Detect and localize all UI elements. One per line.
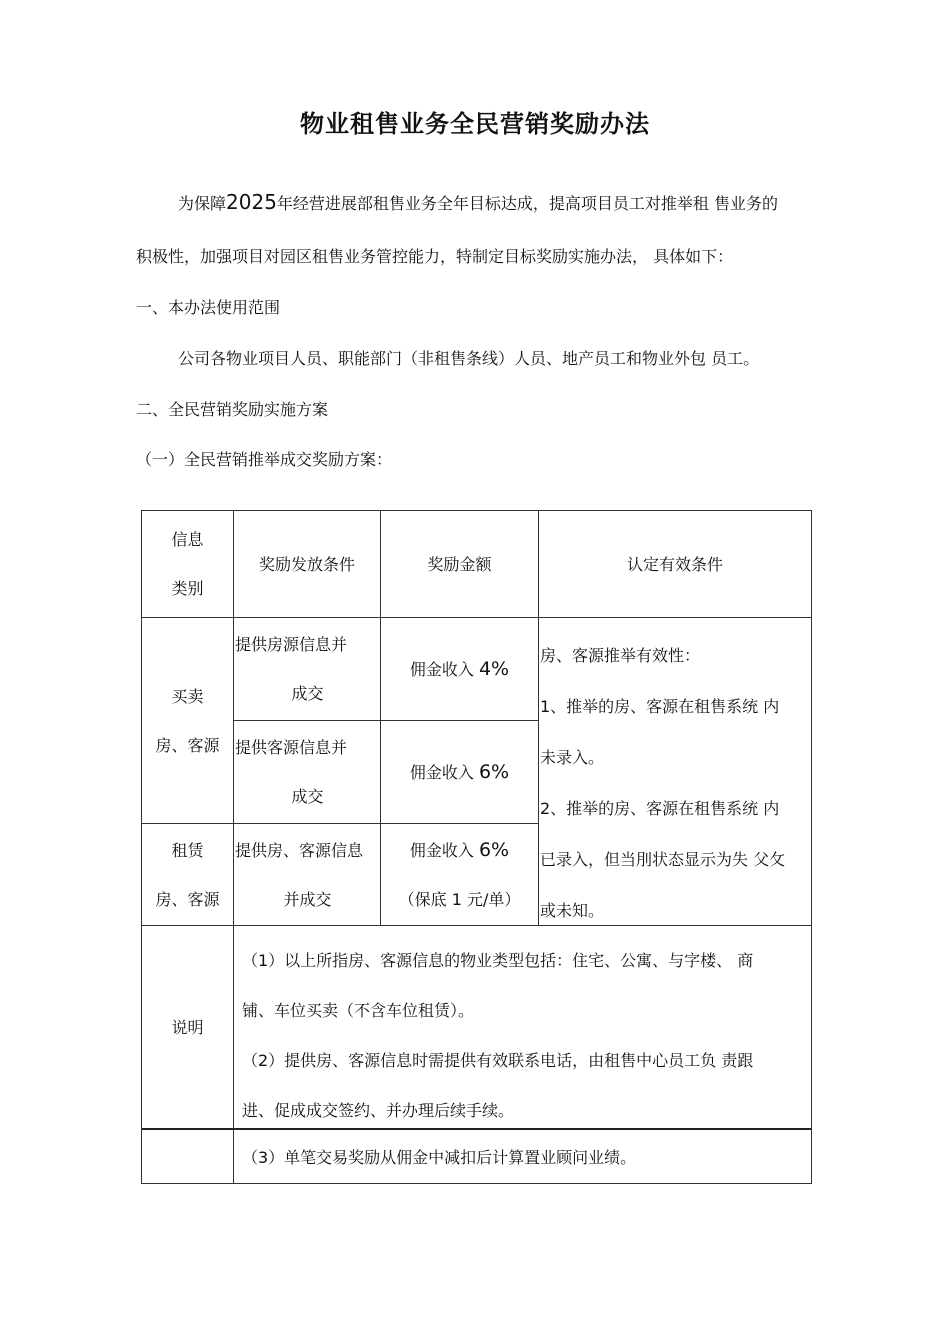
subsection-heading-1: （一）全民营销推举成交奖励方案： bbox=[136, 450, 393, 469]
valid-line: 未录入。 bbox=[540, 748, 605, 767]
amount-rent-pct: 6% bbox=[478, 839, 510, 861]
note-label-cell bbox=[142, 926, 234, 1130]
amount-buy-house bbox=[381, 618, 539, 721]
condition-buy-house-line-2: 成交 bbox=[291, 684, 324, 703]
condition-rent-line-2: 并成交 bbox=[283, 890, 332, 909]
valid-line: 1、推举的房、客源在租售系统 内 bbox=[540, 697, 780, 716]
amount-rent-minimum: （保底 1 元/单） bbox=[398, 890, 521, 909]
amount-buy-client-text: 佣金收入 bbox=[409, 762, 474, 782]
reward-table bbox=[141, 510, 812, 1184]
amount-rent bbox=[381, 824, 539, 926]
condition-rent bbox=[234, 824, 381, 926]
valid-line: 房、客源推举有效性： bbox=[540, 646, 701, 665]
amount-buy-client bbox=[381, 721, 539, 824]
intro-text-b: 年经营进展部租售业务全年目标达成，提高项目员工对推举租 售业务的 bbox=[276, 194, 779, 213]
intro-line-2: 积极性，加强项目对园区租售业务管控能力，特制定目标奖励实施办法， 具体如下： bbox=[136, 247, 734, 266]
amount-buy-client-pct: 6% bbox=[478, 760, 510, 783]
note3-empty-cell bbox=[142, 1130, 234, 1183]
note3-cell bbox=[234, 1130, 811, 1183]
note-line: 进、促成成交签约、并办理后续手续。 bbox=[242, 1101, 515, 1120]
header-valid-label: 认定有效条件 bbox=[626, 554, 723, 574]
condition-rent-line-1: 提供房、客源信息 bbox=[235, 841, 364, 860]
valid-line: 已录入，但当刖状态显示为失 父攵 bbox=[540, 850, 786, 869]
condition-buy-client-line-1: 提供客源信息并 bbox=[235, 738, 348, 757]
note-3-text: （3）单笔交易奖励从佣金中减扣后计算置业顾问业绩。 bbox=[242, 1148, 637, 1167]
condition-buy-client-line-2: 成交 bbox=[291, 787, 324, 806]
category-rent bbox=[142, 824, 234, 926]
header-condition-label: 奖励发放条件 bbox=[258, 554, 355, 574]
header-category-line-2: 类别 bbox=[171, 579, 204, 598]
note-line: （2）提供房、客源信息时需提供有效联系电话，由租售中心员工负 责跟 bbox=[242, 1051, 754, 1070]
category-buy-line-2: 房、客源 bbox=[155, 735, 220, 755]
header-amount bbox=[381, 511, 539, 618]
section-heading-1: 一、本办法使用范围 bbox=[136, 298, 281, 317]
condition-buy-house-line-1: 提供房源信息并 bbox=[235, 635, 348, 654]
valid-conditions bbox=[539, 618, 811, 926]
header-category bbox=[142, 511, 234, 618]
valid-line: 或未知。 bbox=[540, 901, 605, 920]
category-buy-line-1: 买卖 bbox=[171, 686, 204, 706]
document-title: 物业租售业务全民营销奖励办法 bbox=[300, 110, 650, 138]
intro-line-1 bbox=[178, 190, 778, 214]
intro-year: 2025 bbox=[226, 190, 277, 214]
amount-buy-house-text: 佣金收入 bbox=[409, 659, 474, 679]
note-content bbox=[234, 926, 811, 1130]
valid-line: 2、推举的房、客源在租售系统 内 bbox=[540, 799, 780, 818]
header-amount-label: 奖励金额 bbox=[427, 554, 492, 574]
amount-buy-house-pct: 4% bbox=[478, 657, 510, 680]
header-category-line-1: 信息 bbox=[171, 530, 204, 549]
amount-rent-text: 佣金收入 bbox=[409, 841, 474, 860]
note-label: 说明 bbox=[171, 1017, 204, 1037]
scope-paragraph: 公司各物业项目人员、职能部门（非租售条线）人员、地产员工和物业外包 员工。 bbox=[178, 349, 760, 368]
header-condition bbox=[234, 511, 381, 618]
note-line: （1）以上所指房、客源信息的物业类型包括：住宅、公寓、与字楼、 商 bbox=[242, 951, 754, 970]
section-heading-2: 二、全民营销奖励实施方案 bbox=[136, 400, 329, 419]
condition-buy-client bbox=[234, 721, 381, 824]
header-valid bbox=[539, 511, 811, 618]
condition-buy-house bbox=[234, 618, 381, 721]
category-rent-line-2: 房、客源 bbox=[155, 889, 220, 909]
category-buy-sell bbox=[142, 618, 234, 824]
note-line: 铺、车位买卖（不含车位租赁）。 bbox=[242, 1001, 475, 1020]
intro-text-a: 为保障 bbox=[178, 194, 227, 213]
category-rent-line-1: 租赁 bbox=[171, 840, 204, 860]
